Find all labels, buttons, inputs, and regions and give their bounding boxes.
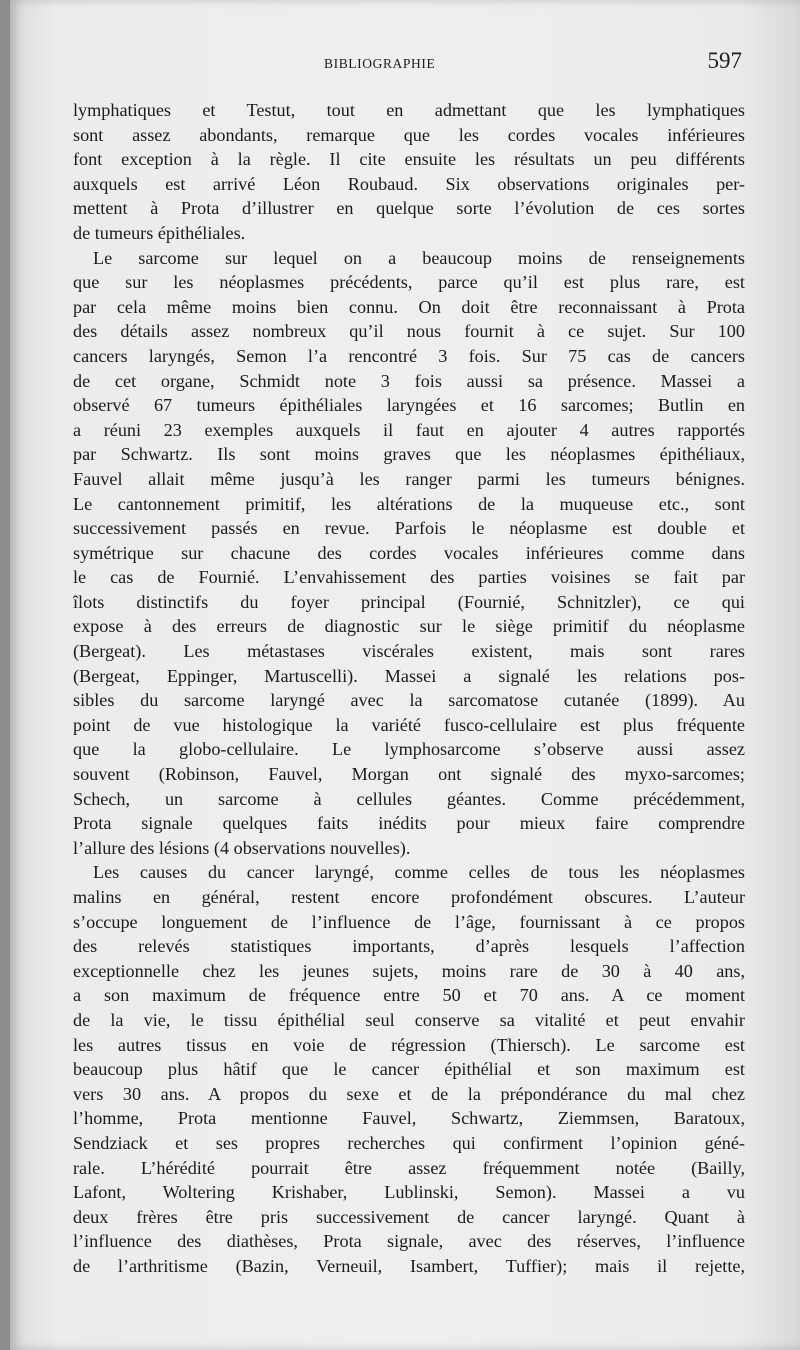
text-line: Prota signale quelques faits inédits pour mieux faire comprendre [73,813,745,834]
text-line: que sur les néoplasmes précédents, parce qu’il est plus rare, est [73,272,745,293]
text-line: de l’arthritisme (Bazin, Verneuil, Isambert, Tuffier); mais il rejette, [73,1255,745,1276]
text-line: Fauvel allait même jusqu’à les ranger parmi les tumeurs bénignes. [73,468,745,489]
text-line: a son maximum de fréquence entre 50 et 70 ans. A ce moment [73,985,745,1006]
text-line: mettent à Prota d’illustrer en quelque sorte l’évolution de ces sortes [73,198,745,219]
text-line: (Bergeat, Eppinger, Martuscelli). Massei a signalé les relations pos- [73,665,745,686]
book-page [10,0,800,1350]
text-line: expose à des erreurs de diagnostic sur le siège primitif du néoplasme [73,616,745,637]
text-line: font exception à la règle. Il cite ensuite les résultats un peu différents [73,149,745,170]
text-line: l’homme, Prota mentionne Fauvel, Schwartz, Ziemmsen, Baratoux, [73,1108,745,1129]
page-number: 597 [707,48,742,73]
text-line: les autres tissus en voie de régression (Thiersch). Le sarcome est [73,1034,745,1055]
text-line: (Bergeat). Les métastases viscérales existent, mais sont rares [73,641,745,662]
text-line: auxquels est arrivé Léon Roubaud. Six observations originales per- [73,173,745,194]
body-text [73,98,745,1279]
text-line: beaucoup plus hâtif que le cancer épithélial et son maximum est [73,1059,745,1080]
text-line: le cas de Fournié. L’envahissement des parties voisines se fait par [73,567,745,588]
text-line: symétrique sur chacune des cordes vocales inférieures comme dans [73,542,745,563]
text-line: sont assez abondants, remarque que les cordes vocales inférieures [73,124,745,145]
text-line: que la globo-cellulaire. Le lymphosarcome s’observe aussi assez [73,739,745,760]
text-line: point de vue histologique la variété fusco-cellulaire est plus fréquente [73,714,745,735]
text-line: îlots distinctifs du foyer principal (Fournié, Schnitzler), ce qui [73,591,745,612]
text-line: Le sarcome sur lequel on a beaucoup moins de renseignements [93,247,745,268]
text-line: des relevés statistiques importants, d’après lesquels l’affection [73,936,745,957]
text-line: rale. L’hérédité pourrait être assez fréquemment notée (Bailly, [73,1157,745,1178]
text-line: l’influence des diathèses, Prota signale, avec des réserves, l’influence [73,1231,745,1252]
text-line: lymphatiques et Testut, tout en admettant que les lymphatiques [73,100,745,120]
text-line: sibles du sarcome laryngé avec la sarcomatose cutanée (1899). Au [73,690,745,711]
text-line: par cela même moins bien connu. On doit être reconnaissant à Prota [73,296,745,317]
text-line: a réuni 23 exemples auxquels il faut en ajouter 4 autres rapportés [73,419,745,440]
text-line: Le cantonnement primitif, les altérations de la muqueuse etc., sont [73,493,745,514]
page-header [66,48,742,84]
text-line: Lafont, Woltering Krishaber, Lublinski, Semon). Massei a vu [73,1182,745,1203]
text-line: vers 30 ans. A propos du sexe et de la prépondérance du mal chez [73,1083,745,1104]
text-line: successivement passés en revue. Parfois le néoplasme est double et [73,518,745,539]
text-line: s’occupe longuement de l’influence de l’âge, fournissant à ce propos [73,911,745,932]
text-line: Les causes du cancer laryngé, comme celles de tous les néoplasmes [93,862,745,883]
text-line: Sendziack et ses propres recherches qui confirment l’opinion géné- [73,1132,745,1153]
text-line: de tumeurs épithéliales. [73,222,246,243]
text-line: de la vie, le tissu épithélial seul conserve sa vitalité et peut envahir [73,1009,745,1030]
text-line: exceptionnelle chez les jeunes sujets, moins rare de 30 à 40 ans, [73,960,745,981]
text-line: deux frères être pris successivement de cancer laryngé. Quant à [73,1206,745,1227]
text-line: observé 67 tumeurs épithéliales laryngées et 16 sarcomes; Butlin en [73,395,745,416]
running-title: BIBLIOGRAPHIE [324,56,436,71]
text-line: souvent (Robinson, Fauvel, Morgan ont signalé des myxo-sarcomes; [73,764,745,785]
text-line: par Schwartz. Ils sont moins graves que les néoplasmes épithéliaux, [73,444,745,465]
text-line: l’allure des lésions (4 observations nouvelles). [73,837,411,858]
text-line: malins en général, restent encore profondément obscures. L’auteur [73,887,745,907]
text-line: Schech, un sarcome à cellules géantes. Comme précédemment, [73,788,745,809]
text-line: des détails assez nombreux qu’il nous fournit à ce sujet. Sur 100 [73,321,745,342]
text-line: de cet organe, Schmidt note 3 fois aussi sa présence. Massei a [73,370,745,391]
text-line: cancers laryngés, Semon l’a rencontré 3 fois. Sur 75 cas de cancers [73,345,745,366]
